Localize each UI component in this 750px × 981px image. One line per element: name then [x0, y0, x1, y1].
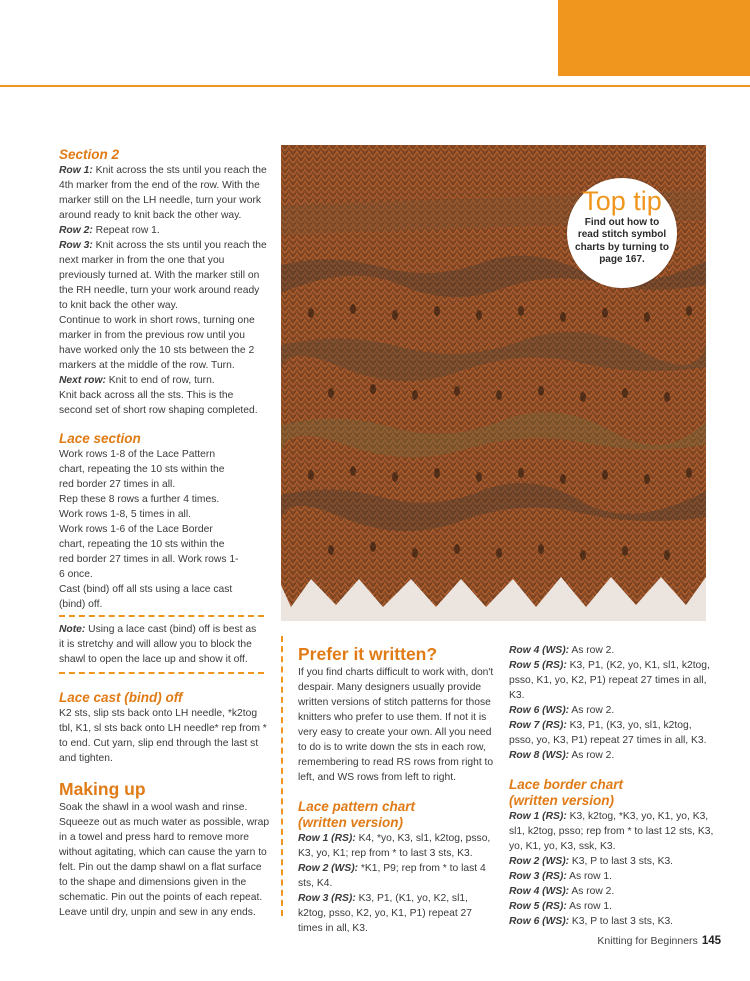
middle-column [298, 643, 498, 936]
border-row: Row 6 (WS): K3, P to last 3 sts, K3. [509, 916, 674, 927]
pattern-row: Row 3 (RS): K3, P1, (K1, yo, K2, sl1, k2tog, psso, K2, yo, K1, P1) repeat 27 times in all, K3. [298, 893, 473, 934]
section2-continue: Continue to work in short rows, turning one marker in from the previous row until you have worked only the 10 sts between the 2 markers at the middle of the row. Turn. [59, 315, 255, 371]
corner-color-tab [558, 0, 750, 76]
border-row: Row 3 (RS): As row 1. [509, 871, 612, 882]
border-row: Row 1 (RS): K3, k2tog, *K3, yo, K1, yo, K3, sl1, k2tog, psso; rep from * to last 12 sts, K3, yo, K1, yo, K3, ssk, K3. [509, 811, 714, 852]
pattern-row: Row 8 (WS): As row 2. [509, 750, 615, 761]
prefer-text: If you find charts difficult to work with, don't despair. Many designers usually provide written versions of stitch patterns for those knitters who prefer to use them. If not it is very easy to create your own. All you need to do is to write down the sts in each row, remembering to read RS rows from right to left, and WS rows from left to right. [298, 667, 494, 783]
section2-heading: Section 2 [59, 147, 120, 162]
lace-cast-off-text: K2 sts, slip sts back onto LH needle, *k2tog tbl, K1, sl sts back onto LH needle* rep from * to end. Cut yarn, slip end through the last st and tighten. [59, 708, 267, 764]
border-row: Row 2 (WS): K3, P to last 3 sts, K3. [509, 856, 674, 867]
making-up-text: Soak the shawl in a wool wash and rinse. Squeeze out as much water as possible, wrap in a towel and press hard to remove more without agitating, which can cause the yarn to felt. Pin out the damp shawl on a flat surface to the shape and dimensions given in the schematic. Pin out the points of each repeat. Leave until dry, unpin and sew in any ends. [59, 802, 270, 918]
pattern-row: Row 7 (RS): K3, P1, (K3, yo, sl1, k2tog, psso, yo, K3, P1) repeat 27 times in all, K3. [509, 720, 707, 746]
border-row: Row 5 (RS): As row 1. [509, 901, 612, 912]
lace-cast-off-block [59, 690, 269, 766]
lace-section-line: Work rows 1-6 of the Lace Border chart, repeating the 10 sts within the red border 27 times in all. Work rows 1-6 once. [59, 524, 239, 580]
pattern-row: Row 2 (WS): *K1, P9; rep from * to last 4 sts, K4. [298, 863, 486, 889]
section2-row3: Row 3: Knit across the sts until you reach the next marker in from the one that you previously turned at. With the marker still on the RH needle, turn your work around ready to knit back the other way. [59, 240, 267, 311]
note-bottom-divider [59, 672, 264, 674]
section2-row2: Row 2: Repeat row 1. [59, 225, 160, 236]
making-up-heading: Making up [59, 779, 146, 799]
top-tip-title: Top tip [582, 186, 662, 216]
page-number: 145 [701, 935, 721, 947]
right-column [509, 643, 714, 929]
lace-section-line: Cast (bind) off all sts using a lace cast (bind) off. [59, 584, 233, 610]
lace-section-line: Rep these 8 rows a further 4 times. [59, 494, 220, 505]
lace-section-line: Work rows 1-8, 5 times in all. [59, 509, 191, 520]
note-top-divider [59, 615, 264, 617]
note-box [59, 622, 264, 667]
top-tip-callout [567, 178, 677, 288]
prefer-heading: Prefer it written? [298, 644, 438, 664]
pattern-row: Row 6 (WS): As row 2. [509, 705, 615, 716]
lace-section-heading: Lace section [59, 431, 141, 446]
lace-pattern-heading: Lace pattern chart (written version) [298, 799, 416, 830]
section2-next-row: Next row: Knit to end of row, turn. [59, 375, 215, 386]
column-divider [281, 636, 283, 916]
page-footer [597, 935, 721, 947]
note-text: Note: Using a lace cast (bind) off is best as it is stretchy and will allow you to block the shawl to open the lace up and show it off. [59, 624, 257, 665]
pattern-row: Row 5 (RS): K3, P1, (K2, yo, K1, sl1, k2tog, psso, K1, yo, K2, P1) repeat 27 times in all, K3. [509, 660, 710, 701]
making-up-block [59, 778, 271, 920]
section2-knit-back: Knit back across all the sts. This is the second set of short row shaping completed. [59, 390, 258, 416]
lace-border-heading: Lace border chart (written version) [509, 777, 624, 808]
pattern-row: Row 1 (RS): K4, *yo, K3, sl1, k2tog, psso, K3, yo, K1; rep from * to last 3 sts, K3. [298, 833, 491, 859]
lace-section-line: Work rows 1-8 of the Lace Pattern chart, repeating the 10 sts within the red border 27 times in all. [59, 449, 225, 490]
book-title: Knitting for Beginners [597, 935, 698, 947]
left-column [59, 147, 269, 612]
lace-cast-off-heading: Lace cast (bind) off [59, 690, 183, 705]
pattern-row: Row 4 (WS): As row 2. [509, 645, 615, 656]
border-row: Row 4 (WS): As row 2. [509, 886, 615, 897]
top-tip-text: Find out how to read stitch symbol charts by turning to page 167. [575, 217, 669, 266]
section2-row1: Row 1: Knit across the sts until you reach the 4th marker from the end of the row. With the marker still on the LH needle, turn your work around ready to knit back the other way. [59, 165, 267, 221]
header-rule [0, 85, 750, 87]
